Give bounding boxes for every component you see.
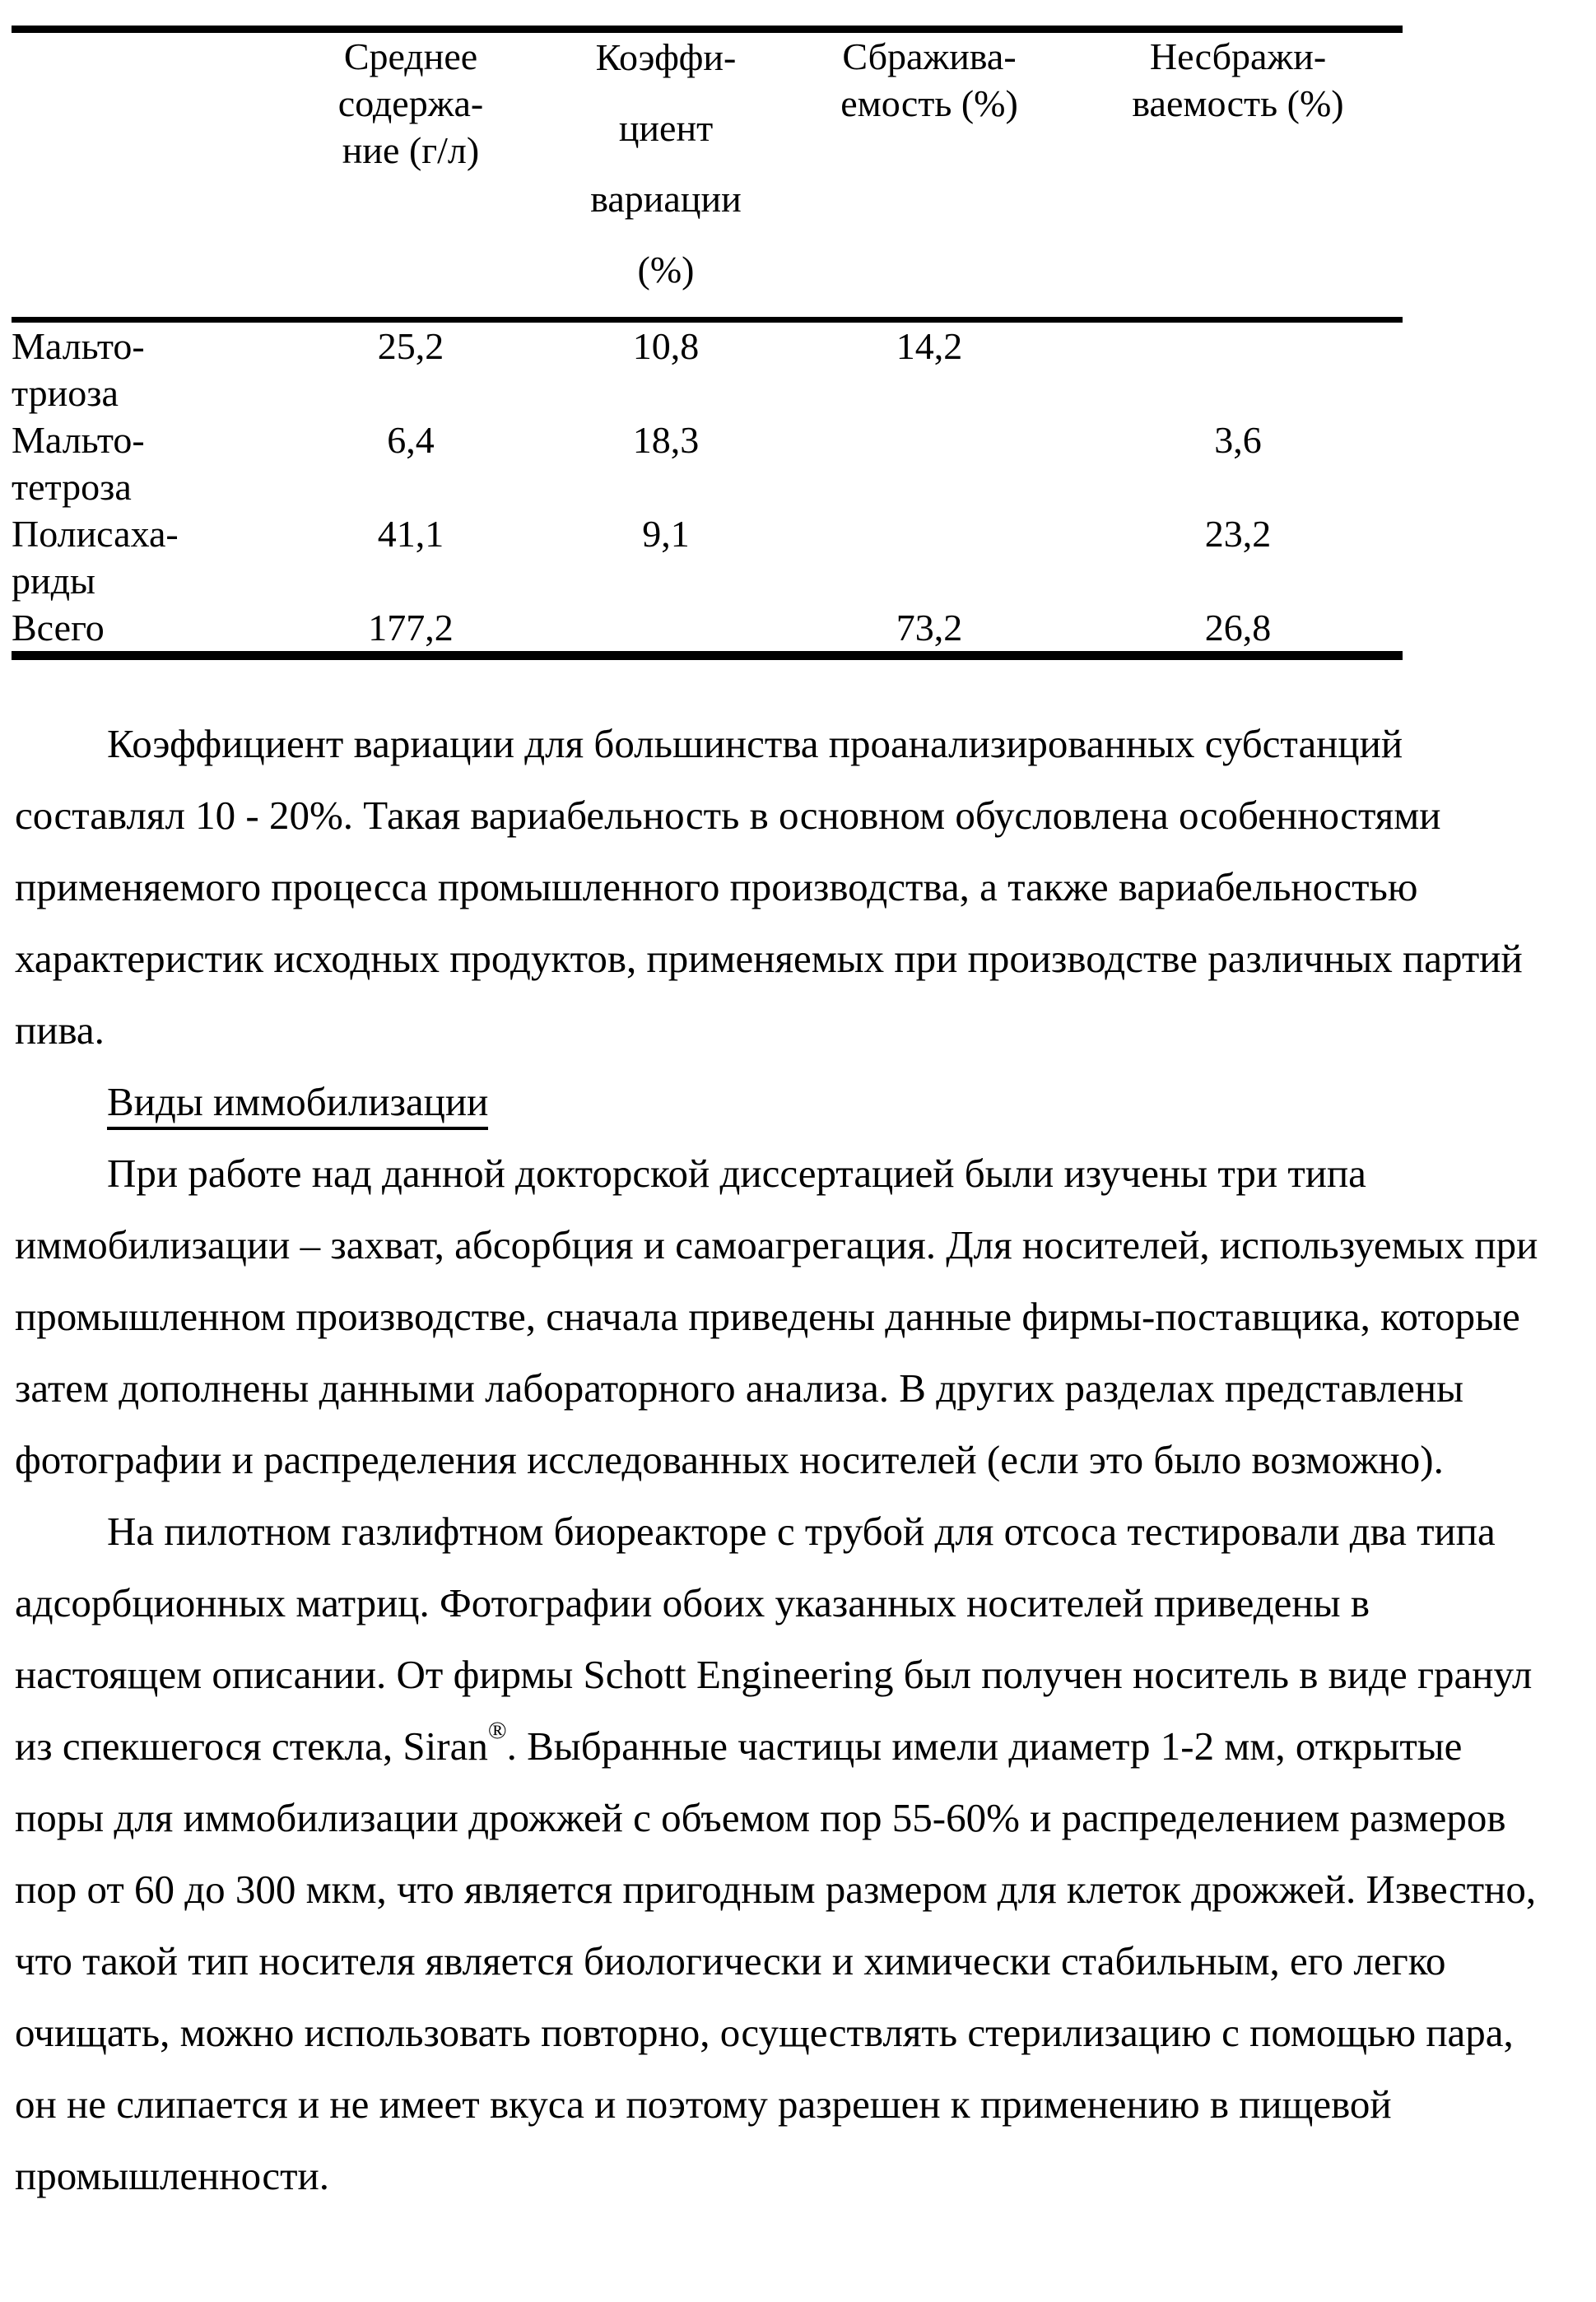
paragraph-variation-coefficient: Коэффициент вариации для большинства проанализированных субстанций составлял 10 - 20%. Такая вариабельность в основном обусловлена особенностями применяемого процесса промышленного производства, а также вариабельностью характеристик исходных продуктов, применяемых при производстве различных партий пива.: [15, 721, 1523, 1053]
section-heading-immobilization-types: [15, 1066, 1556, 1137]
non-fermentability-value: 3,6: [1214, 419, 1262, 461]
row-label: Мальто- тетроза: [12, 419, 145, 508]
table-row-maltotriose: [12, 320, 1403, 417]
non-fermentability-value: 23,2: [1204, 513, 1272, 555]
paragraph-adsorption-carriers: [15, 1495, 1556, 2211]
variation-coefficient-value: 18,3: [632, 419, 700, 461]
col-header-substance-empty: [12, 30, 275, 320]
col-header-non-fermentability: Несбражи- ваемость (%): [1073, 30, 1403, 320]
paragraph-text-after-trademark: . Выбранные частицы имели диаметр 1-2 мм, открытые поры для иммобилизации дрожжей с объемом пор 55-60% и распределением размеров пор от 60 до 300 мкм, что является пригодным размером для клеток дрожжей. Известно, что такой тип носителя является биологически и химически стабильным, его легко очищать, можно использовать повторно, осуществлять стерилизацию с помощью пара, он не слипается и не имеет вкуса и поэтому разрешен к применению в пищевой промышленности.: [15, 1723, 1537, 2198]
paragraph-immobilization-types: При работе над данной докторской диссертацией были изучены три типа иммобилизации – захват, абсорбция и самоагрегация. Для носителей, используемых при промышленном производстве, сначала приведены данные фирмы-поставщика, которые затем дополнены данными лабораторного анализа. В других разделах представлены фотографии и распределения исследованных носителей (если это было возможно).: [15, 1151, 1538, 1482]
row-label: Полисаха- риды: [12, 513, 179, 602]
col-header-fermentability: Сбражива- емость (%): [785, 30, 1073, 320]
fermentability-value: [785, 416, 1073, 510]
non-fermentability-value: 26,8: [1204, 607, 1272, 649]
avg-content-value: 25,2: [377, 325, 444, 367]
fermentability-value: 73,2: [896, 607, 963, 649]
paragraph-text-before-trademark: На пилотном газлифтном биореакторе с трубой для отсоса тестировали два типа адсорбционных матриц. Фотографии обоих указанных носителей приведены в настоящем описании. От фирмы Schott Engineering был получен носитель в виде гранул из спекшегося стекла, Siran: [15, 1509, 1533, 1769]
avg-content-value: 6,4: [387, 419, 435, 461]
variation-coefficient-value: 9,1: [642, 513, 690, 555]
fermentability-value: 14,2: [896, 325, 963, 367]
row-label: Мальто- триоза: [12, 325, 145, 414]
variation-coefficient-value: 10,8: [632, 325, 700, 367]
col-header-average-content: Среднее содержа- ние (г/л): [275, 30, 547, 320]
variation-coefficient-value: [547, 604, 785, 656]
table-row-total: [12, 604, 1403, 656]
sugar-composition-table: [12, 26, 1403, 660]
table-row-polysaccharides: [12, 510, 1403, 604]
table-row-maltotetraose: [12, 416, 1403, 510]
body-text: [15, 708, 1556, 2211]
col-header-variation-coefficient: Коэффи- циент вариации (%): [547, 30, 785, 320]
fermentability-value: [785, 510, 1073, 604]
registered-trademark-symbol: ®: [487, 1717, 507, 1744]
row-label: Всего: [12, 607, 105, 649]
avg-content-value: 177,2: [368, 607, 454, 649]
non-fermentability-value: [1073, 320, 1403, 417]
table-header-row: [12, 30, 1403, 320]
avg-content-value: 41,1: [377, 513, 444, 555]
heading-underlined-text: Виды иммобилизации: [107, 1079, 488, 1130]
